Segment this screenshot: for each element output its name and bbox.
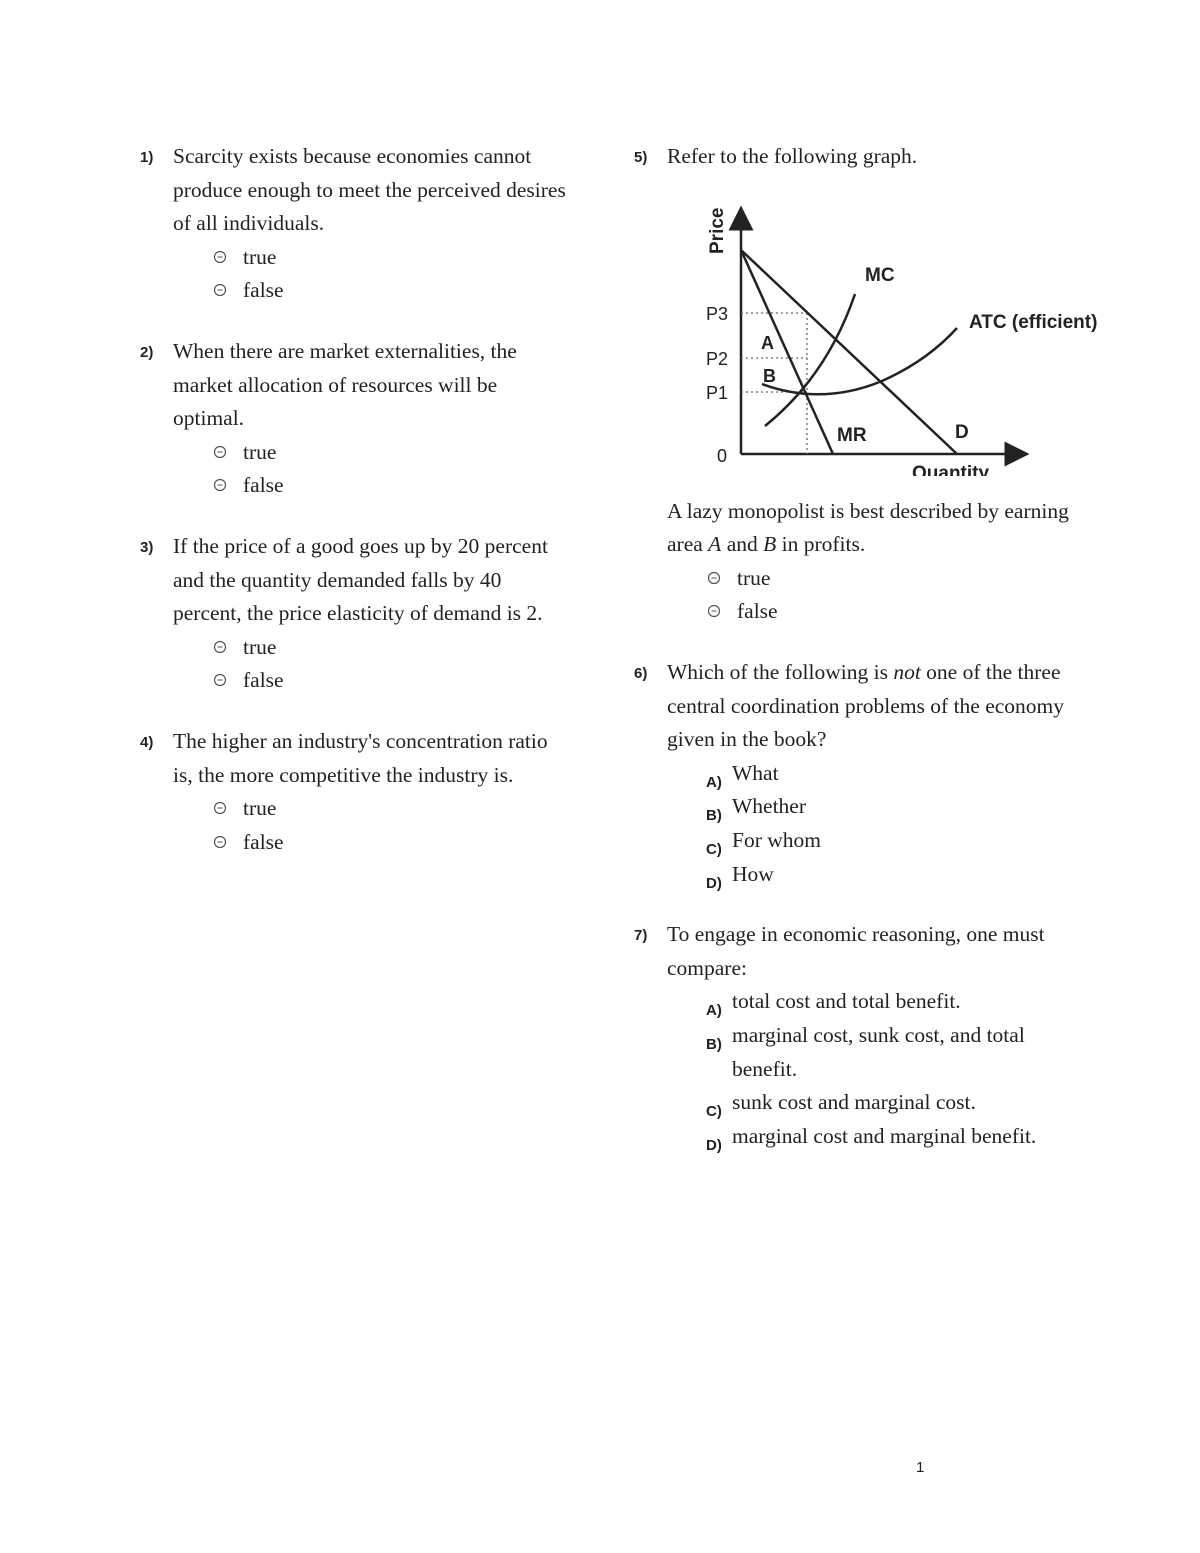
text-pre: Which of the following is [667,659,894,684]
question-number: 6) [634,664,648,682]
area-a-label: A [761,332,774,353]
tick-label-p2: P2 [706,348,729,369]
question-number: 2) [140,343,154,361]
question-1 [140,140,570,308]
option-letter: C) [706,840,722,858]
question-text: Scarcity exists because economies cannot produce enough to meet the perceived desires of all individuals. [173,144,566,236]
option-letter: A) [706,773,722,791]
text-post: one of the three central coordination problems of the economy given in the book? [667,659,1065,752]
question-number: 4) [140,733,154,751]
mr-curve [741,250,833,454]
question-text: The higher an industry's concentration ratio is, the more competitive the industry is. [173,728,548,787]
option-text: marginal cost, sunk cost, and total benefit. [732,1022,1025,1081]
radio-icon[interactable] [213,835,227,849]
option-letter: A) [706,1002,722,1020]
option-true[interactable] [173,241,570,275]
atc-label: ATC (efficient) [969,311,1098,333]
option-c[interactable] [667,824,1074,858]
radio-icon[interactable] [213,283,227,297]
option-false[interactable] [173,826,570,860]
option-label: false [243,668,284,693]
page-number: 1 [916,1459,925,1476]
option-false[interactable] [173,469,570,503]
question-number: 5) [634,149,648,166]
question-text: When there are market externalities, the market allocation of resources will be optimal. [173,338,517,431]
text-emphasis: not [893,659,921,684]
option-text: marginal cost and marginal benefit. [732,1123,1037,1148]
option-d[interactable] [667,858,1074,892]
option-label: true [243,796,277,821]
option-true[interactable] [173,631,570,665]
question-number: 3) [140,538,154,556]
question-3 [140,530,570,698]
question-7 [634,918,1074,1153]
option-label: true [243,244,277,269]
option-letter: D) [706,1136,722,1154]
question-text: To engage in economic reasoning, one must compare: [667,922,1045,980]
radio-icon[interactable] [213,250,227,264]
y-axis-label: Price [707,207,728,254]
radio-icon[interactable] [213,445,227,459]
option-label: true [737,565,771,590]
option-letter: C) [706,1103,722,1121]
option-text: How [732,861,774,886]
question-number: 7) [634,927,648,945]
stem-area-a: A [708,532,722,557]
option-true[interactable] [173,792,570,826]
option-label: false [243,829,284,854]
option-letter: B) [706,807,722,825]
stem-pre: A lazy monopolist is best described by earning area [667,498,1069,557]
option-label: false [737,599,778,624]
area-b-label: B [763,365,776,386]
mc-label: MC [865,264,895,286]
question-4 [140,725,570,859]
radio-icon[interactable] [213,478,227,492]
option-label: false [243,278,284,303]
option-letter: B) [706,1035,722,1053]
radio-icon[interactable] [213,673,227,687]
option-false[interactable] [173,274,570,308]
option-b[interactable] [667,1019,1074,1086]
radio-icon[interactable] [213,640,227,654]
tick-label-p3: P3 [706,303,729,324]
tick-label-p1: P1 [706,382,729,403]
option-a[interactable] [667,757,1074,791]
radio-icon[interactable] [213,801,227,815]
stem-mid: and [721,532,764,557]
option-letter: D) [706,874,722,892]
question-text [667,656,1074,757]
origin-label: 0 [717,445,728,466]
option-text: What [732,760,779,785]
option-true[interactable] [667,562,1074,596]
left-column [140,140,570,886]
option-false[interactable] [173,664,570,698]
option-text: Whether [732,794,807,819]
question-2 [140,335,570,503]
option-a[interactable] [667,985,1074,1019]
question-stem [667,495,1074,562]
stem-post: in profits. [776,532,866,557]
option-d[interactable] [667,1120,1074,1154]
option-text: For whom [732,827,821,852]
d-label: D [955,421,969,443]
option-label: true [243,634,277,659]
option-false[interactable] [667,595,1074,629]
option-label: false [243,473,284,498]
option-b[interactable] [667,790,1074,824]
option-label: true [243,439,277,464]
right-column [634,140,1098,1180]
x-axis-label: Quantity [912,462,990,476]
monopoly-graph [657,176,1117,476]
question-text: Refer to the following graph. [667,144,918,168]
question-6 [634,656,1074,891]
question-5 [634,140,1098,629]
radio-icon[interactable] [707,604,721,618]
radio-icon[interactable] [707,571,721,585]
mr-label: MR [837,424,867,446]
stem-area-b: B [763,532,777,557]
option-c[interactable] [667,1086,1074,1120]
option-text: total cost and total benefit. [732,989,961,1014]
question-number: 1) [140,149,154,166]
option-text: sunk cost and marginal cost. [732,1090,976,1115]
question-text: If the price of a good goes up by 20 percent and the quantity demanded falls by 40 percent, the price elasticity of demand is 2. [173,533,548,626]
option-true[interactable] [173,436,570,470]
